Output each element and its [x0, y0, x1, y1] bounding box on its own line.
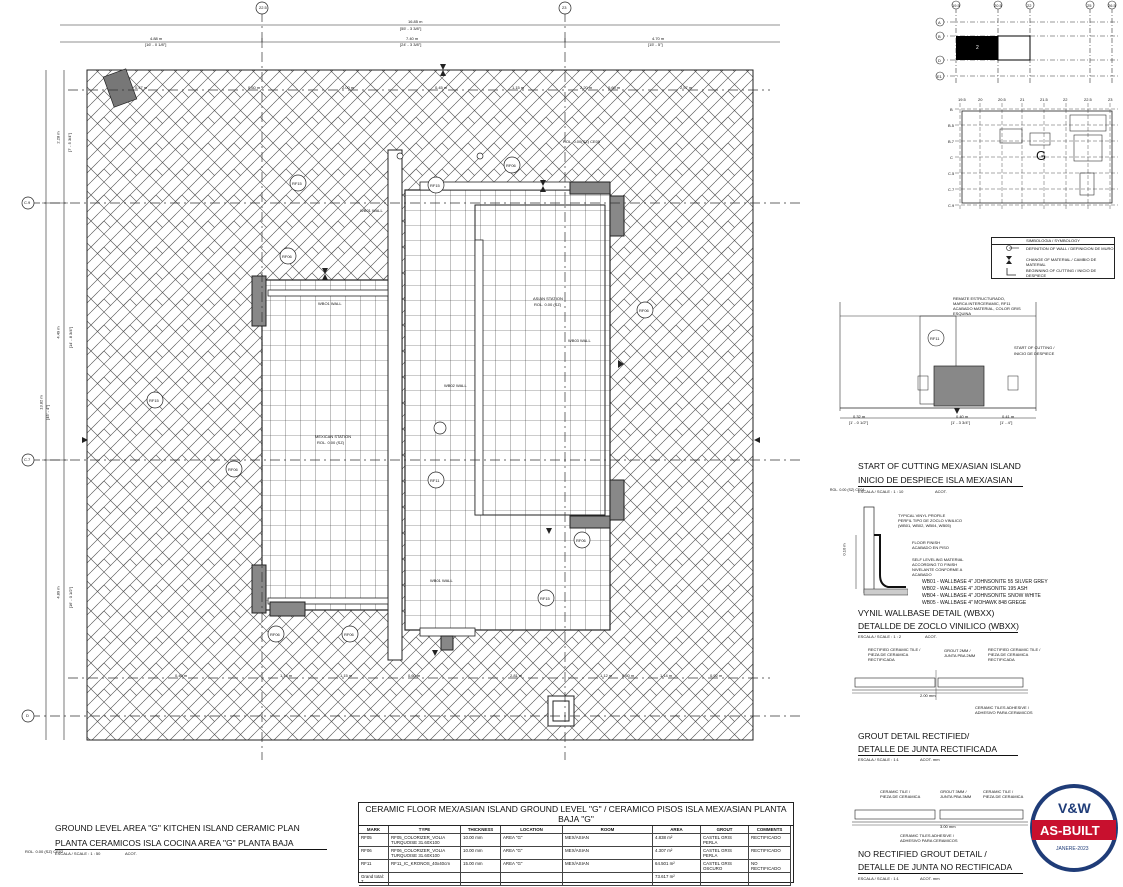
left-segment: 4.89 m	[55, 586, 61, 599]
schedule-cell: 10.00 mm	[461, 834, 501, 847]
detail-acot: ACOT. mm	[920, 757, 940, 762]
left-dimension: 13.82 m	[38, 395, 44, 410]
schedule-cell: AREA "G"	[501, 847, 563, 860]
segment-dimension: 4.88 m	[150, 36, 163, 41]
grid-col-label: 23	[562, 5, 567, 10]
schedule-cell: CASTEL GRIS OSCURO	[701, 860, 749, 873]
wall-label: WBO1 WALL	[318, 301, 342, 306]
detail-scale: ESCALA / SCALE : 1:1	[858, 876, 899, 881]
top-small-dim: 2.20 m	[580, 85, 593, 90]
left-dimension-ft: [45' - 4"]	[44, 405, 50, 420]
detail-acot: ACOT.	[925, 634, 937, 639]
material-tag: RF15	[292, 181, 302, 186]
wall-label: WB02 WALL	[444, 383, 467, 388]
grout-nr-note: ADHESIVO PARA CERAMICOS	[900, 838, 958, 843]
room-level: ROL. 0.00 (SZ)	[317, 440, 345, 445]
legend-item: BEGINNING OF CUTTING / INICIO DE DESPIECE	[1026, 268, 1097, 278]
schedule-cell: Grand total: 7	[359, 873, 389, 886]
grout-note: RECTIFIED CERAMIC TILE /	[868, 647, 921, 652]
detail-ref: ROL. 0.00 (SZ) CE04	[829, 487, 865, 492]
wallbase-item: WB01 - WALLBASE 4" JOHNSONITE 55 SILVER GREY	[922, 579, 1048, 585]
keyplan-col: 22	[1063, 97, 1068, 102]
keyplan-row: C.5	[948, 171, 955, 176]
grout-note: RECTIFIED CERAMIC TILE /	[988, 647, 1041, 652]
top-small-dim: 2.57 m	[680, 85, 693, 90]
wallbase-note: ACABADO EN PISO	[912, 545, 949, 550]
schedule-cell: RF06	[359, 847, 389, 860]
wallbase-height: 0.10 m	[841, 543, 847, 556]
grout-note: GROUT 2MM /	[944, 648, 971, 653]
schedule-header: COMMENTS	[749, 826, 791, 834]
room-label: ASIAN STATION	[533, 296, 563, 301]
keyplan-row: B	[938, 34, 941, 39]
schedule-cell	[701, 873, 749, 886]
wallbase-note: ACCORDING TO FINISH	[912, 562, 958, 567]
detail-title-en: NO RECTIFIED GROUT DETAIL /	[858, 849, 987, 859]
schedule-header: THICKNESS	[461, 826, 501, 834]
grout-nr-note: CERAMIC TILE /	[983, 789, 1014, 794]
segment-dimension: 4.70 m	[652, 36, 665, 41]
grid-row-label: C.9	[24, 200, 31, 205]
cutting-dim: 0.40 m	[956, 414, 969, 419]
central-wall	[388, 150, 402, 660]
schedule-cell	[563, 873, 653, 886]
keyplan-row: C.9	[948, 203, 955, 208]
keyplan-row: C	[950, 155, 953, 160]
keyplan-row: D	[938, 58, 941, 63]
keyplan-row: B	[950, 107, 953, 112]
level-tag: ROL. 0.00(SZ) CE05	[563, 139, 601, 144]
start-note: START OF CUTTING /	[1014, 345, 1055, 350]
material-tag: RF15	[430, 183, 440, 188]
schedule-cell: RF11_IC_KRONOS_40x40cm	[389, 860, 461, 873]
material-tag: RF11	[430, 478, 440, 483]
legend-item: DEFINITION OF WALL / DEFINICION DE MURO	[1026, 246, 1114, 251]
keyplan-col: 19.5	[958, 97, 966, 102]
plan-title-en: GROUND LEVEL AREA "G" KITCHEN ISLAND CERAMIC PLAN	[55, 823, 300, 833]
detail-title-es: DETALLE DE JUNTA NO RECTIFICADA	[858, 862, 1013, 872]
cutting-note: ESQUINA	[953, 311, 972, 316]
keyplan-row: B.7	[948, 139, 955, 144]
top-small-dim: 0.47 m	[135, 85, 148, 90]
material-tag: RF06	[282, 254, 292, 259]
logo-text: AS-BUILT	[1040, 823, 1100, 838]
overall-dimension: 16.85 m	[408, 19, 423, 24]
wallbase-note: TYPICAL VINYL PROFILE	[898, 513, 946, 518]
schedule-cell: CASTEL GRIS PERLA	[701, 847, 749, 860]
as-built-logo	[1030, 784, 1118, 872]
grout-nr-note: CERAMIC TILE /	[880, 789, 911, 794]
grout-dim: 2.00 mm	[920, 693, 936, 698]
grout-nr-note: PIEZA DE CERAMICA	[983, 794, 1024, 799]
schedule-cell: 73.617 m²	[653, 873, 701, 886]
detail-acot: ACOT. mm	[920, 876, 940, 881]
left-segment-ft: [7' - 5 3/4"]	[67, 132, 73, 153]
keyplan-col: 21	[1020, 97, 1025, 102]
schedule-cell: RECTIFICADO	[749, 847, 791, 860]
wallbase-note: ACABADO	[912, 572, 932, 577]
schedule-cell	[749, 873, 791, 886]
wallbase-note: (WB01, WB02, WB04, WB05)	[898, 523, 951, 528]
plan-ref: ROL. 0.00 (SZ) CE02	[25, 849, 64, 854]
schedule-cell: 64.501 m²	[653, 860, 701, 873]
detail-title-es: DETALLE DE JUNTA RECTIFICADA	[858, 744, 998, 754]
schedule-cell: RF06_COLORIZER_VOLIA TURQUOISE 31.60X100	[389, 847, 461, 860]
cutting-note: ACABADO MATERIAL, COLOR GRIS	[953, 306, 1021, 311]
cutting-note: MARCA INTERCERAMIC, RF11	[953, 301, 1011, 306]
material-tag: RF06	[270, 632, 280, 637]
keyplan-col: 23	[1108, 97, 1113, 102]
keyplan-col: 22.5	[1084, 97, 1092, 102]
wallbase-note: SELF LEVELING MATERIAL	[912, 557, 964, 562]
key-plan-top	[930, 0, 1120, 90]
schedule-cell	[389, 873, 461, 886]
wallbase-item: WB04 - WALLBASE 4" JOHNSONITE SNOW WHITE	[922, 593, 1041, 599]
legend-symbols	[994, 244, 1024, 278]
detail-acot: ACOT.	[935, 489, 947, 494]
cutting-dim: 0.32 m	[853, 414, 866, 419]
keyplan-col: 20.5	[998, 97, 1006, 102]
schedule-cell: RECTIFICADO	[749, 834, 791, 847]
grout-note: JUNTA PBA 2MM	[944, 653, 976, 658]
plan-title-es: PLANTA CERAMICOS ISLA COCINA AREA "G" PLANTA BAJA	[55, 838, 294, 848]
detail-title-es: INICIO DE DESPIECE ISLA MEX/ASIAN	[858, 475, 1013, 485]
keyplan-row: A	[938, 20, 941, 25]
bottom-small-dim: 0.60 m	[622, 673, 635, 678]
schedule-cell	[501, 873, 563, 886]
schedule-cell: MEX/ASIAN	[563, 834, 653, 847]
schedule-cell: AREA "G"	[501, 860, 563, 873]
room-label: MEXICAN STATION	[315, 434, 352, 439]
bottom-small-dim: 1.12 m	[600, 673, 613, 678]
key-plan-area-g	[950, 95, 1120, 215]
schedule-grid	[359, 826, 793, 886]
detail-title-en: START OF CUTTING MEX/ASIAN ISLAND	[858, 461, 1021, 471]
detail-scale: ESCALA / SCALE : 1 : 2	[858, 634, 902, 639]
wallbase-item: WB02 - WALLBASE 4" JOHNSONITE 195 ASH	[922, 586, 1028, 592]
bottom-small-dim: 1.15 m	[340, 673, 353, 678]
wall-label: WB01 WALL	[430, 578, 453, 583]
schedule-header: LOCATION	[501, 826, 563, 834]
schedule-header: TYPE	[389, 826, 461, 834]
legend-item: CHANGE OF MATERIAL / CAMBIO DE MATERIAL	[1026, 257, 1097, 267]
top-small-dim: 0.60 m	[248, 85, 261, 90]
room-level: ROL. 0.00 (SZ)	[534, 302, 562, 307]
overall-dimension-ft: [55' - 3 3/8"]	[400, 26, 422, 31]
schedule-cell: MEX/ASIAN	[563, 860, 653, 873]
grout-note: PIEZA DE CERAMICA	[868, 652, 909, 657]
grid-row-label: C.7	[24, 457, 31, 462]
grout-note: PIEZA DE CERAMICA	[988, 652, 1029, 657]
grout-nr-note: GROUT 3MM /	[940, 789, 967, 794]
material-tag: RF15	[540, 596, 550, 601]
schedule-header: MARK	[359, 826, 389, 834]
schedule-cell: AREA "G"	[501, 834, 563, 847]
keyplan-col: 26.5	[1108, 3, 1116, 8]
schedule-cell: 4.838 m²	[653, 834, 701, 847]
material-tag: RF06	[506, 163, 516, 168]
bottom-small-dim: 1.14 m	[660, 673, 673, 678]
left-segment: 2.28 m	[55, 131, 61, 144]
keyplan-zone: 2	[976, 45, 979, 51]
top-small-dim: 0.45 m	[435, 85, 448, 90]
schedule-cell: 10.00 mm	[461, 847, 501, 860]
keyplan-row: C.7	[948, 187, 955, 192]
schedule-cell: 15.00 mm	[461, 860, 501, 873]
schedule-header: GROUT	[701, 826, 749, 834]
detail-scale: ESCALA / SCALE : 1:1	[858, 757, 899, 762]
symbology-legend	[991, 237, 1115, 279]
schedule-cell: 4.307 m²	[653, 847, 701, 860]
bottom-small-dim: 0.40 m	[175, 673, 188, 678]
cutting-dim-ft: [1' - 3 3/4"]	[951, 420, 971, 425]
wallbase-note: NIVELANTE CONFORME A	[912, 567, 963, 572]
detail-title-es: DETALLDE DE ZOCLO VINILICO (WBXX)	[858, 621, 1019, 631]
grout-nr-note: PIEZA DE CERAMICA	[880, 794, 921, 799]
wallbase-note: FLOOR FINISH	[912, 540, 941, 545]
ceramic-floor-schedule	[358, 802, 794, 883]
material-tag: RF06	[576, 538, 586, 543]
segment-dimension: 7.40 m	[406, 36, 419, 41]
schedule-cell: RF05	[359, 834, 389, 847]
schedule-cell: NO RECTIFICADO	[749, 860, 791, 873]
detail-scale: ESCALA / SCALE : 1 : 10	[858, 489, 904, 494]
top-small-dim: 1.15 m	[512, 85, 525, 90]
material-tag: RF06	[344, 632, 354, 637]
logo-date: JANERE-2023	[1056, 846, 1089, 852]
segment-dimension-ft: [16' - 0 1/8"]	[145, 42, 167, 47]
keyplan-col: 20	[978, 97, 983, 102]
schedule-cell	[461, 873, 501, 886]
wall-label: WB01 WALL	[360, 208, 383, 213]
bottom-small-dim: 0.60 m	[408, 673, 421, 678]
schedule-cell: MEX/ASIAN	[563, 847, 653, 860]
schedule-title: CERAMIC FLOOR MEX/ASIAN ISLAND GROUND LEVEL "G" / CERAMICO PISOS ISLA MEX/ASIAN PLANTA BAJA "G"	[359, 803, 793, 826]
cutting-dim-ft: [1' - 0 1/2"]	[849, 420, 869, 425]
grout-note: ADHESIVO PARA CERAMICOS	[975, 710, 1033, 715]
logo-mark: V&W	[1058, 800, 1091, 816]
top-small-dim: 2.00 m	[342, 85, 355, 90]
schedule-cell: CASTEL GRIS PERLA	[701, 834, 749, 847]
schedule-cell: RF11	[359, 860, 389, 873]
detail-title-en: GROUT DETAIL RECTIFIED/	[858, 731, 970, 741]
wallbase-note: PERFIL TIPO DE ZOCLO VINILICO	[898, 518, 963, 523]
grout-note: CERAMIC TILES ADHESIVE /	[975, 705, 1029, 710]
bottom-small-dim: 2.81 m	[510, 673, 523, 678]
keyplan-row: E1	[937, 74, 942, 79]
left-segment-ft: [14' - 8 3/4"]	[68, 326, 74, 349]
grid-row-label: D	[26, 713, 29, 718]
grout-nr-dim: 3.00 mm	[940, 824, 956, 829]
grout-nr-note: CERAMIC TILES ADHESIVE /	[900, 833, 954, 838]
cutting-dim: 0.41 m	[1002, 414, 1015, 419]
keyplan-col: 20.5	[994, 3, 1002, 8]
legend-title: SIMBOLOGIA / SYMBOLOGY	[992, 238, 1114, 245]
schedule-cell: RF05_COLORIZER_VOLIA TURQUOISE 31.60X100	[389, 834, 461, 847]
left-segment-ft: [16' - 0 1/2"]	[68, 586, 74, 609]
keyplan-col: 25	[1087, 3, 1092, 8]
detail-title-en: VYNIL WALLBASE DETAIL (WBXX)	[858, 608, 995, 618]
material-tag: RF06	[228, 467, 238, 472]
keyplan-zone: G	[1036, 148, 1047, 163]
wall-label: WB03 WALL	[568, 338, 591, 343]
grid-col-label: 22.5	[259, 5, 267, 10]
bottom-small-dim: 0.92 m	[710, 673, 723, 678]
wallbase-item: WB05 - WALLBASE 4" MOHAWK 848 GREGE	[922, 600, 1027, 606]
keyplan-col: 19.5	[952, 3, 960, 8]
plan-acot: ACOT.	[125, 851, 137, 856]
segment-dimension-ft: [15' - 5"]	[648, 42, 663, 47]
bottom-small-dim: 1.14 m	[280, 673, 293, 678]
grout-note: RECTIFICADA	[988, 657, 1015, 662]
grout-note: RECTIFICADA	[868, 657, 895, 662]
cutting-note: REMATE ESTRUCTURADO,	[953, 296, 1005, 301]
material-tag: RF06	[639, 308, 649, 313]
keyplan-row: B.5	[948, 123, 955, 128]
plan-scale: ESCALA / SCALE : 1 : 50	[55, 851, 101, 856]
segment-dimension-ft: [24' - 3 3/8"]	[400, 42, 422, 47]
top-small-dim: 0.60 m	[608, 85, 621, 90]
detail-grout-rectified	[850, 660, 1030, 710]
schedule-header: AREA	[653, 826, 701, 834]
cutting-dim-ft: [1' - 4"]	[1000, 420, 1013, 425]
material-tag: RF15	[149, 398, 159, 403]
keyplan-col: 22	[1027, 3, 1032, 8]
keyplan-col: 21.5	[1040, 97, 1048, 102]
grout-nr-note: JUNTA PBA 3MM	[940, 794, 972, 799]
left-segment: 4.49 m	[55, 326, 61, 339]
schedule-header: ROOM	[563, 826, 653, 834]
cutting-tag: RF11	[930, 336, 940, 341]
start-note: INICIO DE DESPIECE	[1014, 351, 1055, 356]
